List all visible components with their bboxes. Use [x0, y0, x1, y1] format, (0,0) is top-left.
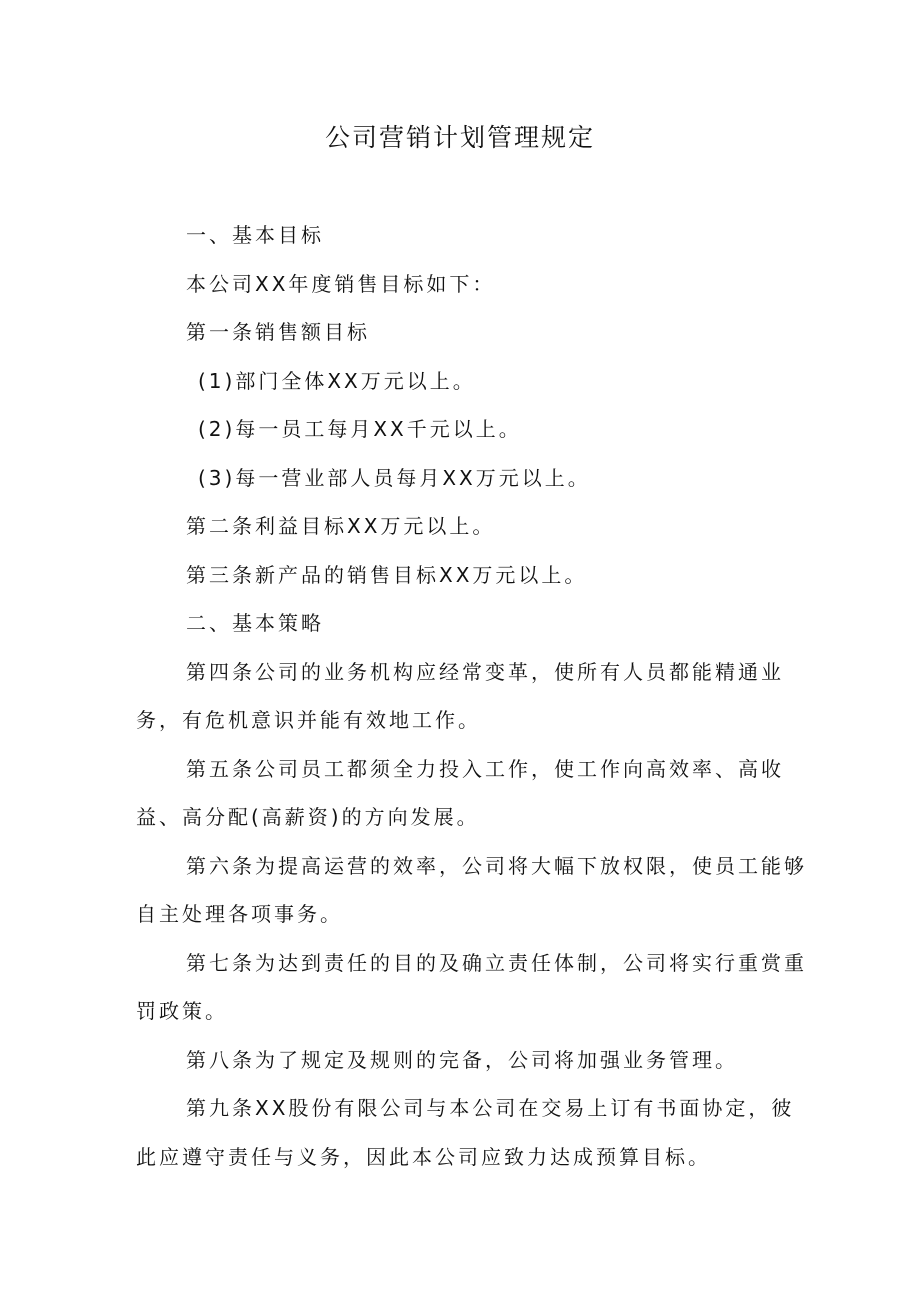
article-7: 第七条为达到责任的目的及确立责任体制，公司将实行重赏重罚政策。 — [136, 950, 807, 1023]
article-2-profit-target: 第二条利益目标XX万元以上。 — [186, 514, 496, 538]
article-6: 第六条为提高运营的效率，公司将大幅下放权限，使员工能够自主处理各项事务。 — [136, 853, 807, 926]
sub-item-2: (2)每一员工每月XX千元以上。 — [198, 417, 522, 441]
sub-item-3: (3)每一营业部人员每月XX万元以上。 — [198, 465, 591, 490]
document-title: 公司营销计划管理规定 — [324, 123, 595, 152]
article-9: 第九条XX股份有限公司与本公司在交易上订有书面协定，彼此应遵守责任与义务，因此本公司应致力达成预算目标。 — [136, 1096, 795, 1169]
paragraph-annual-target-intro: 本公司XX年度销售目标如下： — [186, 271, 496, 296]
article-5: 第五条公司员工都须全力投入工作，使工作向高效率、高收益、高分配(高薪资)的方向发展。 — [136, 756, 784, 829]
section-heading-basic-strategy: 二、基本策略 — [186, 611, 324, 635]
article-3-new-product-target: 第三条新产品的销售目标XX万元以上。 — [186, 562, 588, 587]
section-heading-basic-goals: 一、基本目标 — [186, 223, 324, 247]
sub-item-1: (1)部门全体XX万元以上。 — [198, 368, 476, 393]
article-8: 第八条为了规定及规则的完备，公司将加强业务管理。 — [186, 1047, 738, 1072]
article-4: 第四条公司的业务机构应经常变革，使所有人员都能精通业务，有危机意识并能有效地工作。 — [136, 659, 784, 732]
document-body — [136, 211, 816, 1181]
article-1-sales-target: 第一条销售额目标 — [186, 320, 370, 344]
